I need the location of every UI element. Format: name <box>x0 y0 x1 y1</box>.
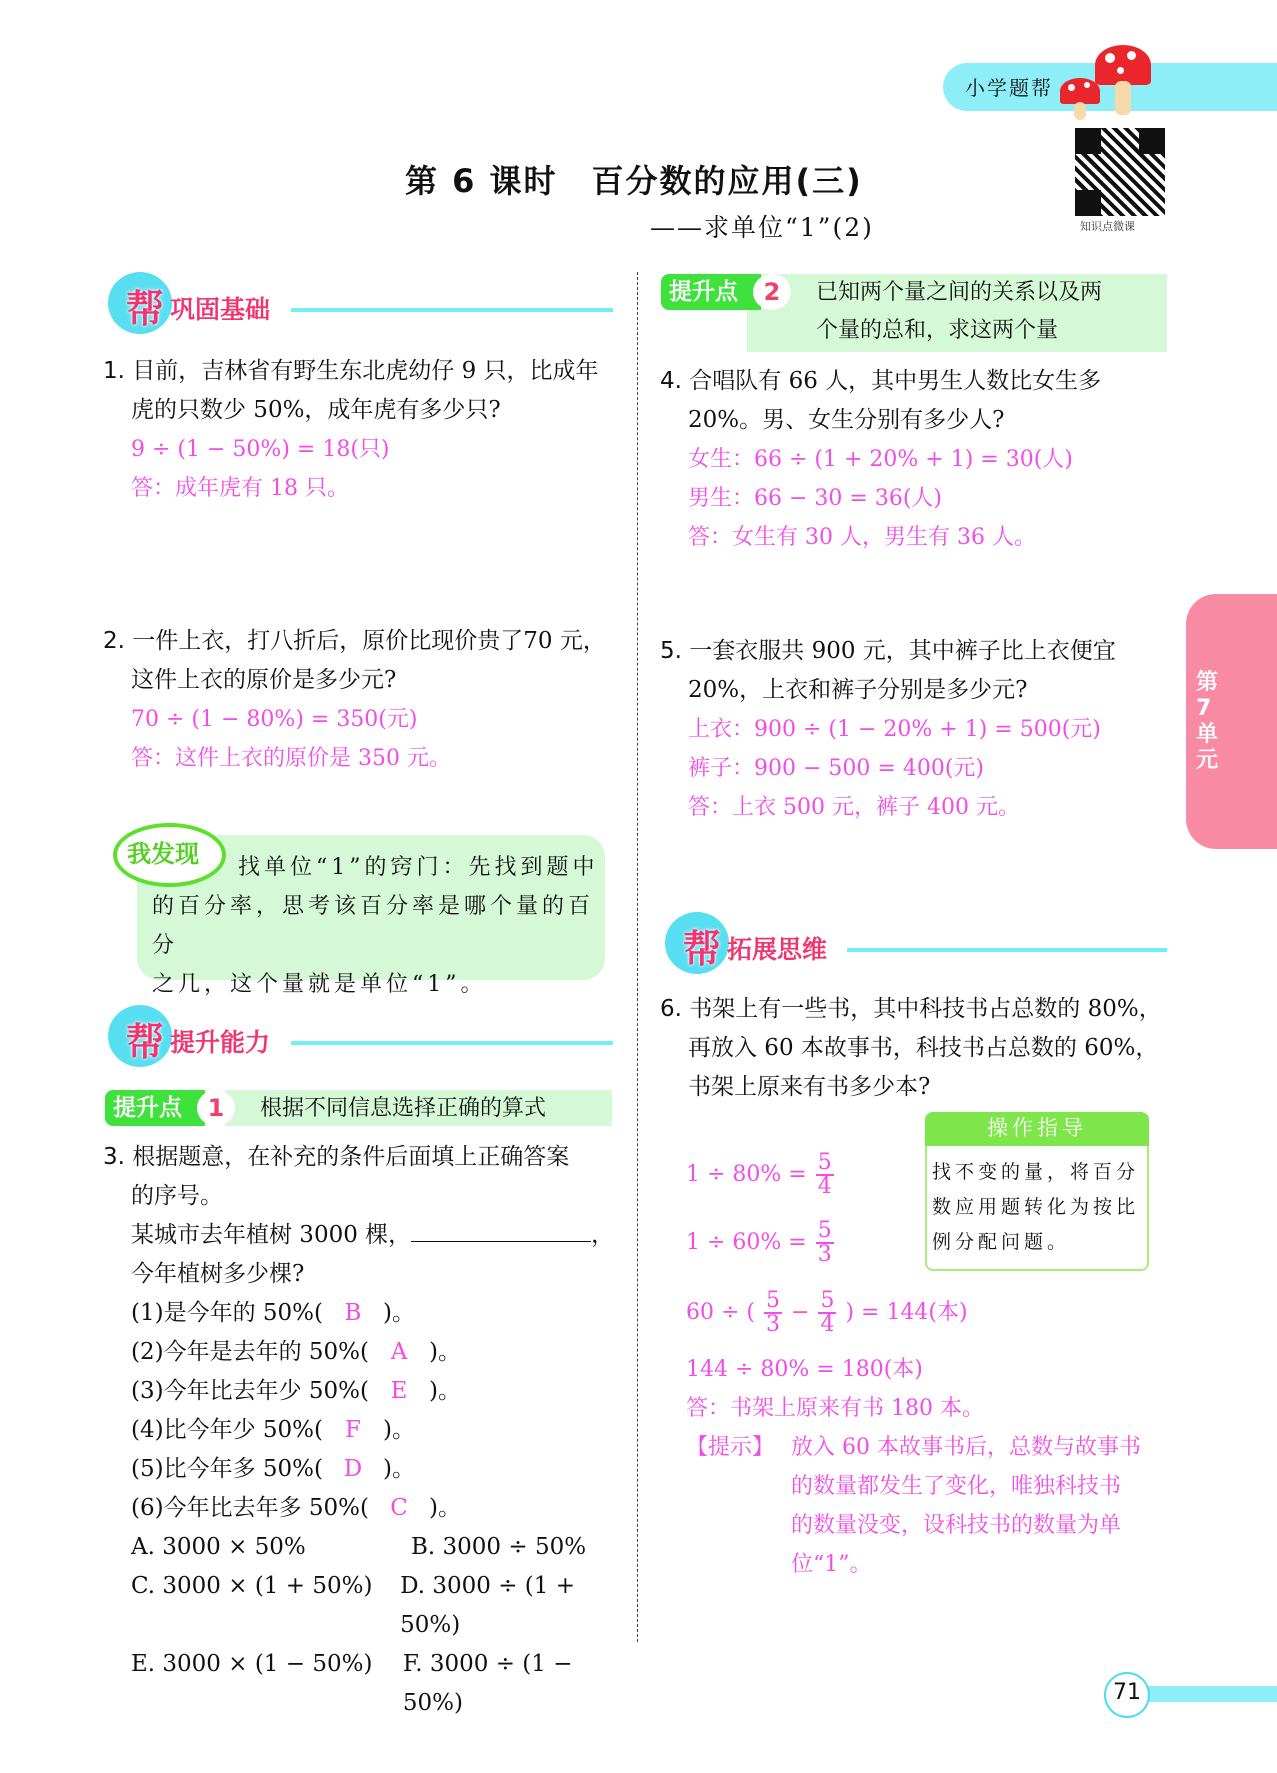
q3-item: (2)今年是去年的 50%( A )。 <box>103 1333 633 1372</box>
q3-item: (6)今年比去年多 50%( C )。 <box>103 1489 633 1528</box>
section-title: 巩固基础 <box>170 295 271 324</box>
answer-6-step3: 60 ÷ ( $\frac{5}{3}$ − $\frac{5}{4}$ ) = 144(本) <box>686 1288 968 1337</box>
fraction: $\frac{5}{3}$ <box>766 1288 780 1337</box>
answer-6-step1: 1 ÷ 80% = $\frac{5}{4}$ <box>686 1150 832 1199</box>
key-point-text: 已知两个量之间的关系以及两 个量的总和，求这两个量 <box>816 280 1103 343</box>
section-rule <box>291 1041 613 1045</box>
qr-label: 知识点微课 <box>1080 220 1135 233</box>
unit-side-tab-label: 第7单元 <box>1196 670 1219 773</box>
answer-6-step2: 1 ÷ 60% = $\frac{5}{3}$ <box>686 1218 832 1267</box>
mushroom-icon <box>1095 45 1151 115</box>
question-6: 6. 书架上有一些书，其中科技书占总数的 80%， 再放入 60 本故事书，科技书占总数的 60%， 书架上原来有书多少本? <box>660 996 1162 1100</box>
answer-6-step4: 144 ÷ 80% = 180(本) 答：书架上原来有书 180 本。 <box>686 1357 984 1421</box>
page-number: 71 <box>1113 1680 1141 1705</box>
mushroom-icon <box>1060 78 1100 120</box>
question-4: 4. 合唱队有 66 人，其中男生人数比女生多 20%。男、女生分别有多少人? <box>660 368 1102 433</box>
key-point-number: 2 <box>753 274 791 310</box>
page-subtitle: ——求单位“1”(2) <box>650 213 874 242</box>
question-2: 2. 一件上衣，打八折后，原价比现价贵了70 元， 这件上衣的原价是多少元? <box>103 628 606 693</box>
guide-text: 找不变的量，将百分 数应用题转化为按比 例分配问题。 <box>932 1161 1140 1253</box>
question-3: 3. 根据题意，在补充的条件后面填上正确答案 的序号。 某城市去年植树 3000 棵， ， 今年植树多少棵? (1)是今年的 50%( B )。 (2)今年是去年的 50%( A )。 (3)今年比去年少 50%( E )。 (4)比今年少 50%( F )。 (5)比今年多 50%( D )。 (6)今年比去年多 50%( C )。 A. 3000 × 50% B. 3000 ÷ 50% C. 3000 × (1 + 50%) D. 3000 ÷ (1 + 50%) E. 3000 × (1 − 50%) F. 3000 ÷ (1 − 50%) <box>103 1138 633 1723</box>
q3-item: (4)比今年少 50%( F )。 <box>103 1411 633 1450</box>
section-rule <box>291 308 613 312</box>
page-title: 第 6 课时 百分数的应用(三) <box>405 162 863 200</box>
fraction: $\frac{5}{3}$ <box>817 1218 832 1267</box>
q3-options-row: A. 3000 × 50% B. 3000 ÷ 50% <box>131 1534 587 1560</box>
column-divider <box>637 272 638 1642</box>
key-point-label: 提升点 <box>105 1090 205 1126</box>
q3-answer[interactable]: D <box>343 1456 363 1482</box>
answer-2: 70 ÷ (1 − 80%) = 350(元) 答：这件上衣的原价是 350 元。 <box>131 707 451 771</box>
q3-answer[interactable]: F <box>345 1417 361 1443</box>
key-point-1 <box>105 1090 612 1126</box>
fill-blank[interactable] <box>411 1217 591 1242</box>
section-title: 拓展思维 <box>727 935 828 964</box>
guide-title: 操作指导 <box>925 1112 1149 1146</box>
section-mark: 帮 <box>683 927 722 971</box>
answer-5: 上衣：900 ÷ (1 − 20% + 1) = 500(元) 裤子：900 − 500 = 400(元) 答：上衣 500 元，裤子 400 元。 <box>688 717 1101 820</box>
section-rule <box>847 948 1167 952</box>
q3-answer[interactable]: C <box>390 1495 408 1521</box>
answer-4: 女生：66 ÷ (1 + 20% + 1) = 30(人) 男生：66 − 30 = 36(人) 答：女生有 30 人，男生有 36 人。 <box>688 447 1073 550</box>
fraction: $\frac{5}{4}$ <box>820 1288 835 1337</box>
section-mark: 帮 <box>126 287 165 331</box>
question-5: 5. 一套衣服共 900 元，其中裤子比上衣便宜 20%，上衣和裤子分别是多少元? <box>660 638 1116 703</box>
section-title: 提升能力 <box>170 1028 271 1057</box>
question-1: 1. 目前，吉林省有野生东北虎幼仔 9 只，比成年 虎的只数少 50%，成年虎有多少只? <box>103 358 599 423</box>
q3-answer[interactable]: A <box>390 1339 408 1365</box>
section-header-extend <box>665 912 1167 974</box>
q3-answer[interactable]: B <box>344 1300 362 1326</box>
answer-6-hint: 【提示】 放入 60 本故事书后，总数与故事书 的数量都发生了变化，唯独科技书 的数量没变，设科技书的数量为单 位“1”。 <box>686 1435 1141 1577</box>
section-header-basic <box>108 272 613 334</box>
q3-item: (5)比今年多 50%( D )。 <box>103 1450 633 1489</box>
fraction: $\frac{5}{4}$ <box>817 1150 832 1199</box>
section-header-ability <box>108 1005 613 1067</box>
key-point-number: 1 <box>197 1090 235 1126</box>
page-number-bar <box>1146 1686 1277 1702</box>
brand-name: 小学题帮 <box>965 76 1053 100</box>
key-point-2 <box>661 274 1167 352</box>
discover-text: 找单位“1”的窍门：先找到题中 的百分率，思考该百分率是哪个量的百分 之几，这个量就是单位“1”。 <box>152 855 599 997</box>
qr-code[interactable] <box>1075 128 1165 216</box>
section-mark: 帮 <box>126 1020 165 1064</box>
q3-answer[interactable]: E <box>390 1378 408 1404</box>
key-point-label: 提升点 <box>661 274 761 310</box>
q3-item: (1)是今年的 50%( B )。 <box>103 1294 633 1333</box>
q3-options-row: C. 3000 × (1 + 50%) D. 3000 ÷ (1 + 50%) <box>131 1573 575 1638</box>
discover-badge-label: 我发现 <box>127 840 199 868</box>
key-point-text: 根据不同信息选择正确的算式 <box>260 1096 547 1121</box>
q3-options-row: E. 3000 × (1 − 50%) F. 3000 ÷ (1 − 50%) <box>131 1651 573 1716</box>
q3-item: (3)今年比去年少 50%( E )。 <box>103 1372 633 1411</box>
answer-1: 9 ÷ (1 − 50%) = 18(只) 答：成年虎有 18 只。 <box>131 437 390 501</box>
